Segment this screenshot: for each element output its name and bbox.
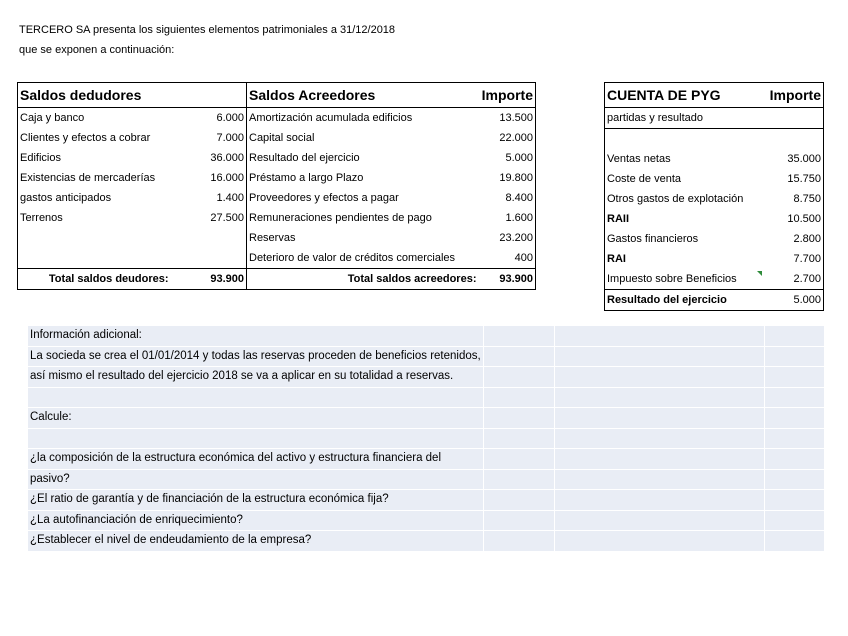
pyg-label: Otros gastos de explotación xyxy=(607,193,744,205)
pyg-row xyxy=(605,269,824,290)
credit-value: 1.600 xyxy=(505,212,533,224)
info-line xyxy=(28,346,825,367)
credit-header: Saldos Acreedores xyxy=(247,83,479,108)
total-debit-value: 93.900 xyxy=(171,269,247,290)
pyg-label: RAII xyxy=(607,213,629,225)
info-text: ¿Establecer el nivel de endeudamiento de la empresa? xyxy=(28,531,483,552)
pyg-value: 2.700 xyxy=(793,273,821,285)
total-credit-value: 93.900 xyxy=(479,269,536,290)
credit-value: 8.400 xyxy=(505,192,533,204)
debit-value: 16.000 xyxy=(171,168,247,188)
debit-label: Existencias de mercaderías xyxy=(20,172,156,184)
debit-label: Edificios xyxy=(20,152,61,164)
debit-value: 1.400 xyxy=(171,188,247,208)
pyg-row xyxy=(605,149,824,169)
info-text xyxy=(28,428,483,449)
pyg-label: Gastos financieros xyxy=(607,233,699,245)
pyg-row xyxy=(605,249,824,269)
table-row xyxy=(18,148,536,168)
pyg-row xyxy=(605,229,824,249)
comment-indicator-icon xyxy=(757,271,762,276)
debit-label: Caja y banco xyxy=(20,112,85,124)
pyg-label: Ventas netas xyxy=(607,153,671,165)
pyg-result-label: Resultado del ejercicio xyxy=(605,290,755,311)
pyg-title: CUENTA DE PYG xyxy=(605,83,755,108)
debit-value: 7.000 xyxy=(171,128,247,148)
debit-label: Clientes y efectos a cobrar xyxy=(20,132,151,144)
credit-label: Proveedores y efectos a pagar xyxy=(249,192,399,204)
info-text: ¿La autofinanciación de enriquecimiento? xyxy=(28,510,483,531)
credit-label: Préstamo a largo Plazo xyxy=(249,172,364,184)
pyg-label: Impuesto sobre Beneficios xyxy=(607,273,737,285)
pyg-value: 10.500 xyxy=(787,213,821,225)
debit-header: Saldos dedudores xyxy=(18,83,171,108)
additional-info-panel xyxy=(28,326,825,552)
credit-value: 23.200 xyxy=(499,232,533,244)
info-line xyxy=(28,408,825,429)
debit-label: gastos anticipados xyxy=(20,192,112,204)
credit-label: Remuneraciones pendientes de pago xyxy=(249,212,432,224)
table-row xyxy=(18,108,536,129)
pyg-result-row xyxy=(605,290,824,311)
info-text: Calcule: xyxy=(28,408,483,429)
balance-header-row xyxy=(18,83,536,108)
pyg-row xyxy=(605,169,824,189)
pyg-row xyxy=(605,209,824,229)
info-text: ¿la composición de la estructura económica del activo y estructura financiera del xyxy=(28,449,483,470)
table-row xyxy=(18,188,536,208)
credit-value: 22.000 xyxy=(499,132,533,144)
info-line xyxy=(28,531,825,552)
info-line xyxy=(28,449,825,470)
intro-line-2: que se exponen a continuación: xyxy=(19,44,175,56)
pyg-value: 2.800 xyxy=(793,233,821,245)
credit-value: 19.800 xyxy=(499,172,533,184)
table-row xyxy=(18,248,536,269)
debit-value xyxy=(171,248,247,269)
info-line xyxy=(28,490,825,511)
credit-value: 400 xyxy=(514,252,533,264)
info-line xyxy=(28,510,825,531)
balance-total-row xyxy=(18,269,536,290)
credit-label: Reservas xyxy=(249,232,296,244)
credit-label: Amortización acumulada edificios xyxy=(249,112,413,124)
credit-value: 5.000 xyxy=(505,152,533,164)
info-line xyxy=(28,326,825,346)
credit-label: Deterioro de valor de créditos comerciales xyxy=(249,252,456,264)
pyg-amount-header: Importe xyxy=(755,83,824,108)
total-credit-label: Total saldos acreedores: xyxy=(247,269,479,290)
pyg-row xyxy=(605,189,824,209)
credit-value: 13.500 xyxy=(499,112,533,124)
debit-label xyxy=(18,228,171,248)
debit-value: 6.000 xyxy=(171,108,247,129)
pyg-value: 35.000 xyxy=(787,153,821,165)
debit-label: Terrenos xyxy=(20,212,63,224)
info-line xyxy=(28,469,825,490)
pyg-value: 7.700 xyxy=(793,253,821,265)
table-row xyxy=(18,208,536,228)
pyg-label: Coste de venta xyxy=(607,173,681,185)
pyg-subtitle: partidas y resultado xyxy=(605,108,755,129)
pyg-label: RAI xyxy=(607,253,626,265)
pyg-table xyxy=(604,82,824,311)
debit-value: 36.000 xyxy=(171,148,247,168)
pyg-value: 8.750 xyxy=(793,193,821,205)
pyg-subtitle-row xyxy=(605,108,824,129)
debit-label xyxy=(18,248,171,269)
intro-line-1: TERCERO SA presenta los siguientes elementos patrimoniales a 31/12/2018 xyxy=(19,24,396,36)
pyg-value: 15.750 xyxy=(787,173,821,185)
info-line xyxy=(28,367,825,388)
info-text: La socieda se crea el 01/01/2014 y todas las reservas proceden de beneficios retenidos, xyxy=(28,346,483,367)
info-text: así mismo el resultado del ejercicio 2018 se va a aplicar en su totalidad a reservas. xyxy=(28,367,483,388)
total-debit-label: Total saldos deudores: xyxy=(18,269,171,290)
info-line xyxy=(28,387,825,408)
info-text: ¿El ratio de garantía y de financiación de la estructura económica fija? xyxy=(28,490,483,511)
pyg-spacer-row xyxy=(605,129,824,150)
debit-value: 27.500 xyxy=(171,208,247,228)
credit-label: Capital social xyxy=(249,132,315,144)
table-row xyxy=(18,228,536,248)
pyg-header-row xyxy=(605,83,824,108)
amount-header: Importe xyxy=(479,83,536,108)
table-row xyxy=(18,128,536,148)
info-line xyxy=(28,428,825,449)
debit-value xyxy=(171,228,247,248)
pyg-result-value: 5.000 xyxy=(755,290,824,311)
info-text: Información adicional: xyxy=(28,326,483,346)
info-text xyxy=(28,387,483,408)
credit-label: Resultado del ejercicio xyxy=(249,152,360,164)
balance-table xyxy=(17,82,536,290)
table-row xyxy=(18,168,536,188)
info-text: pasivo? xyxy=(28,469,483,490)
